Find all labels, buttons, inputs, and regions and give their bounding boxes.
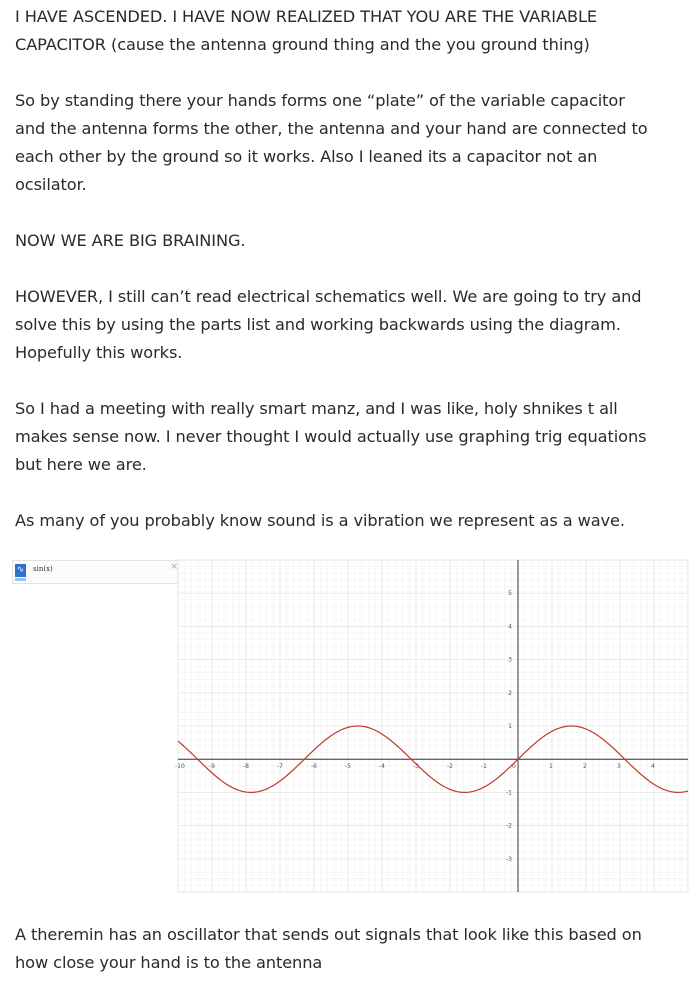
y-tick-label: 5 <box>508 590 512 598</box>
x-tick-label: 4 <box>651 763 655 771</box>
x-tick-label: -9 <box>209 763 215 771</box>
expression-text[interactable]: sin(x) <box>33 565 53 573</box>
graph-figure <box>12 560 688 892</box>
y-tick-label: -2 <box>506 822 512 830</box>
paragraph-line: NOW WE ARE BIG BRAINING. <box>15 231 246 250</box>
paragraph-line: ocsilator. <box>15 175 87 194</box>
y-tick-label: -3 <box>506 855 512 863</box>
x-tick-label: -6 <box>311 763 317 771</box>
paragraph <box>15 227 685 255</box>
paragraph-line: how close your hand is to the antenna <box>15 953 323 972</box>
y-tick-label: 3 <box>508 656 512 664</box>
y-tick-label: 1 <box>508 723 512 730</box>
paragraph-line: A theremin has an oscillator that sends out signals that look like this based on <box>15 925 642 944</box>
paragraph-line: Hopefully this works. <box>15 343 183 362</box>
x-tick-label: 1 <box>549 763 553 771</box>
paragraph <box>15 507 685 535</box>
paragraph-line: each other by the ground so it works. Also I leaned its a capacitor not an <box>15 147 598 166</box>
x-tick-label: 2 <box>583 763 587 771</box>
paragraph-line: HOWEVER, I still can’t read electrical schematics well. We are going to try and <box>15 287 642 306</box>
x-tick-label: -4 <box>379 763 385 771</box>
x-tick-label: 0 <box>512 763 516 771</box>
x-tick-label: 3 <box>617 763 621 771</box>
y-tick-label: 4 <box>508 623 512 631</box>
x-tick-label: -7 <box>277 763 283 771</box>
x-tick-label: -1 <box>481 763 487 771</box>
paragraph-line: and the antenna forms the other, the antenna and your hand are connected to <box>15 119 648 138</box>
close-icon[interactable]: × <box>170 562 178 572</box>
paragraph-line: I HAVE ASCENDED. I HAVE NOW REALIZED THAT YOU ARE THE VARIABLE <box>15 7 597 26</box>
x-tick-label: -3 <box>413 763 419 771</box>
paragraph-line: solve this by using the parts list and working backwards using the diagram. <box>15 315 621 334</box>
y-tick-label: 2 <box>508 689 512 697</box>
sine-graph[interactable] <box>175 560 688 892</box>
paragraph-line: As many of you probably know sound is a vibration we represent as a wave. <box>15 511 625 530</box>
closing-paragraph <box>15 921 685 977</box>
y-tick-label: -1 <box>506 789 512 797</box>
x-tick-label: -8 <box>243 763 249 771</box>
paragraph <box>15 87 685 199</box>
wave-icon[interactable]: ∿ <box>16 565 25 575</box>
paragraph <box>15 283 685 367</box>
paragraph-line: So by standing there your hands forms one “plate” of the variable capacitor <box>15 91 625 110</box>
paragraph <box>15 395 685 479</box>
x-tick-label: -5 <box>345 763 351 771</box>
paragraph <box>15 3 685 59</box>
expression-list[interactable] <box>12 560 182 584</box>
paragraph-line: but here we are. <box>15 455 147 474</box>
x-tick-label: -10 <box>175 763 185 771</box>
x-tick-label: -2 <box>447 763 453 771</box>
paragraph-line: So I had a meeting with really smart manz, and I was like, holy shnikes t all <box>15 399 618 418</box>
paragraph-line: CAPACITOR (cause the antenna ground thing and the you ground thing) <box>15 35 590 54</box>
post-body <box>15 3 685 535</box>
paragraph <box>15 921 685 977</box>
paragraph-line: makes sense now. I never thought I would actually use graphing trig equations <box>15 427 647 446</box>
